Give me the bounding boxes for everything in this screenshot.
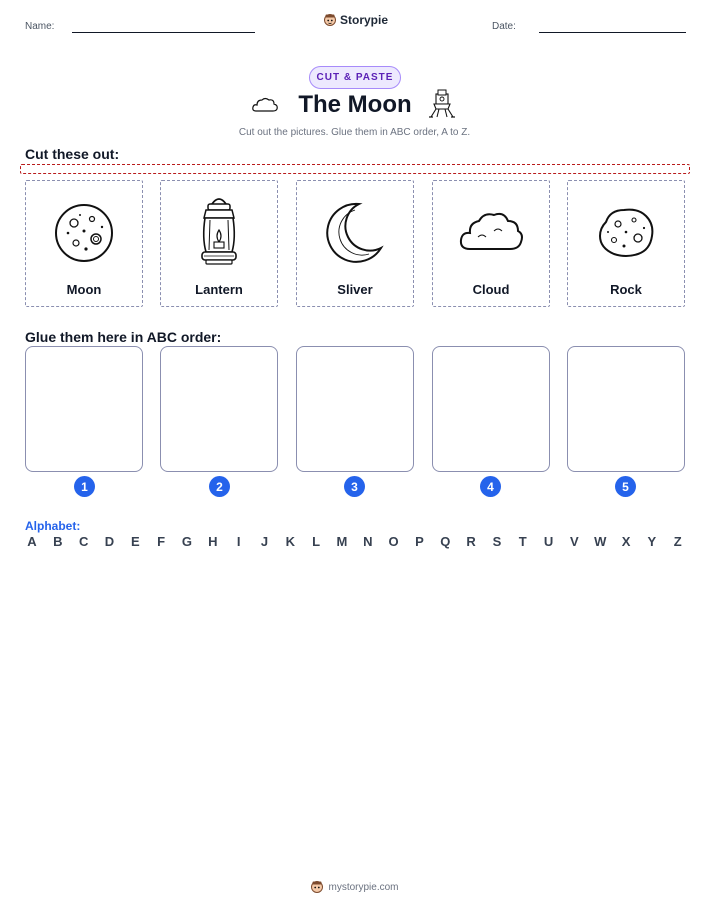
- alphabet-letter: D: [104, 534, 115, 549]
- lunar-lander-icon: [428, 88, 456, 120]
- alphabet-letter: X: [621, 534, 631, 549]
- alphabet-letter: W: [594, 534, 607, 549]
- moon-icon: [52, 201, 116, 265]
- alphabet-letter: F: [157, 534, 166, 549]
- alphabet-letter: B: [53, 534, 63, 549]
- glue-box-1[interactable]: [25, 346, 143, 472]
- alphabet-letter: S: [492, 534, 502, 549]
- date-line[interactable]: [539, 32, 686, 33]
- alphabet-letter: I: [236, 534, 241, 549]
- alphabet-letter: Y: [647, 534, 657, 549]
- alphabet-letter: M: [336, 534, 348, 549]
- alphabet-letter: E: [130, 534, 140, 549]
- alphabet-letter: C: [78, 534, 89, 549]
- number-badge-5: 5: [615, 476, 636, 497]
- crescent-icon: [325, 200, 385, 266]
- number-badge-2: 2: [209, 476, 230, 497]
- instructions: Cut out the pictures. Glue them in ABC order, A to Z.: [238, 127, 471, 138]
- alphabet-letter: O: [388, 534, 399, 549]
- alphabet-letter: P: [415, 534, 424, 549]
- cut-card-sliver[interactable]: [296, 180, 414, 307]
- alphabet-letter: R: [466, 534, 476, 549]
- cut-card-label: Sliver: [337, 282, 373, 297]
- alphabet-letter: H: [208, 534, 218, 549]
- storypie-mascot-icon: [310, 880, 324, 894]
- lantern-icon: [192, 194, 246, 272]
- brand-name: Storypie: [340, 13, 389, 27]
- rock-icon: [596, 206, 656, 260]
- cut-card-rock[interactable]: [567, 180, 685, 307]
- alphabet-letter: N: [363, 534, 373, 549]
- alphabet-letter: T: [518, 534, 527, 549]
- cloud-icon: [458, 209, 524, 257]
- cut-section-heading: Cut these out:: [25, 146, 120, 162]
- number-badge-4: 4: [480, 476, 501, 497]
- glue-box-4[interactable]: [432, 346, 550, 472]
- cut-paste-badge: CUT & PASTE: [309, 66, 401, 89]
- page-title: The Moon: [298, 91, 412, 118]
- glue-box-5[interactable]: [567, 346, 685, 472]
- alphabet-letter: G: [181, 534, 193, 549]
- cut-card-label: Moon: [66, 282, 102, 297]
- brand-logo: [323, 13, 388, 27]
- storypie-mascot-icon: [323, 13, 337, 27]
- alphabet-letter: L: [312, 534, 321, 549]
- cloud-icon: [251, 95, 279, 115]
- date-label: Date:: [492, 21, 516, 32]
- alphabet-label: Alphabet:: [25, 519, 81, 533]
- glue-box-3[interactable]: [296, 346, 414, 472]
- cut-card-label: Cloud: [472, 282, 510, 297]
- cut-dashed-line: [20, 164, 690, 174]
- alphabet-letter: A: [27, 534, 37, 549]
- name-label: Name:: [25, 21, 55, 32]
- cut-card-moon[interactable]: [25, 180, 143, 307]
- footer-site-link[interactable]: mystorypie.com: [328, 881, 399, 893]
- alphabet-row: [25, 534, 685, 549]
- alphabet-letter: K: [285, 534, 295, 549]
- name-line[interactable]: [72, 32, 255, 33]
- alphabet-letter: Z: [673, 534, 682, 549]
- alphabet-letter: J: [260, 534, 269, 549]
- glue-box-2[interactable]: [160, 346, 278, 472]
- alphabet-letter: V: [570, 534, 579, 549]
- footer: [0, 880, 709, 894]
- alphabet-letter: U: [543, 534, 554, 549]
- cut-card-lantern[interactable]: [160, 180, 278, 307]
- cut-card-cloud[interactable]: [432, 180, 550, 307]
- number-badge-1: 1: [74, 476, 95, 497]
- cut-card-label: Rock: [610, 282, 642, 297]
- number-badge-3: 3: [344, 476, 365, 497]
- alphabet-letter: Q: [440, 534, 451, 549]
- glue-section-heading: Glue them here in ABC order:: [25, 329, 222, 345]
- cut-card-label: Lantern: [195, 282, 243, 297]
